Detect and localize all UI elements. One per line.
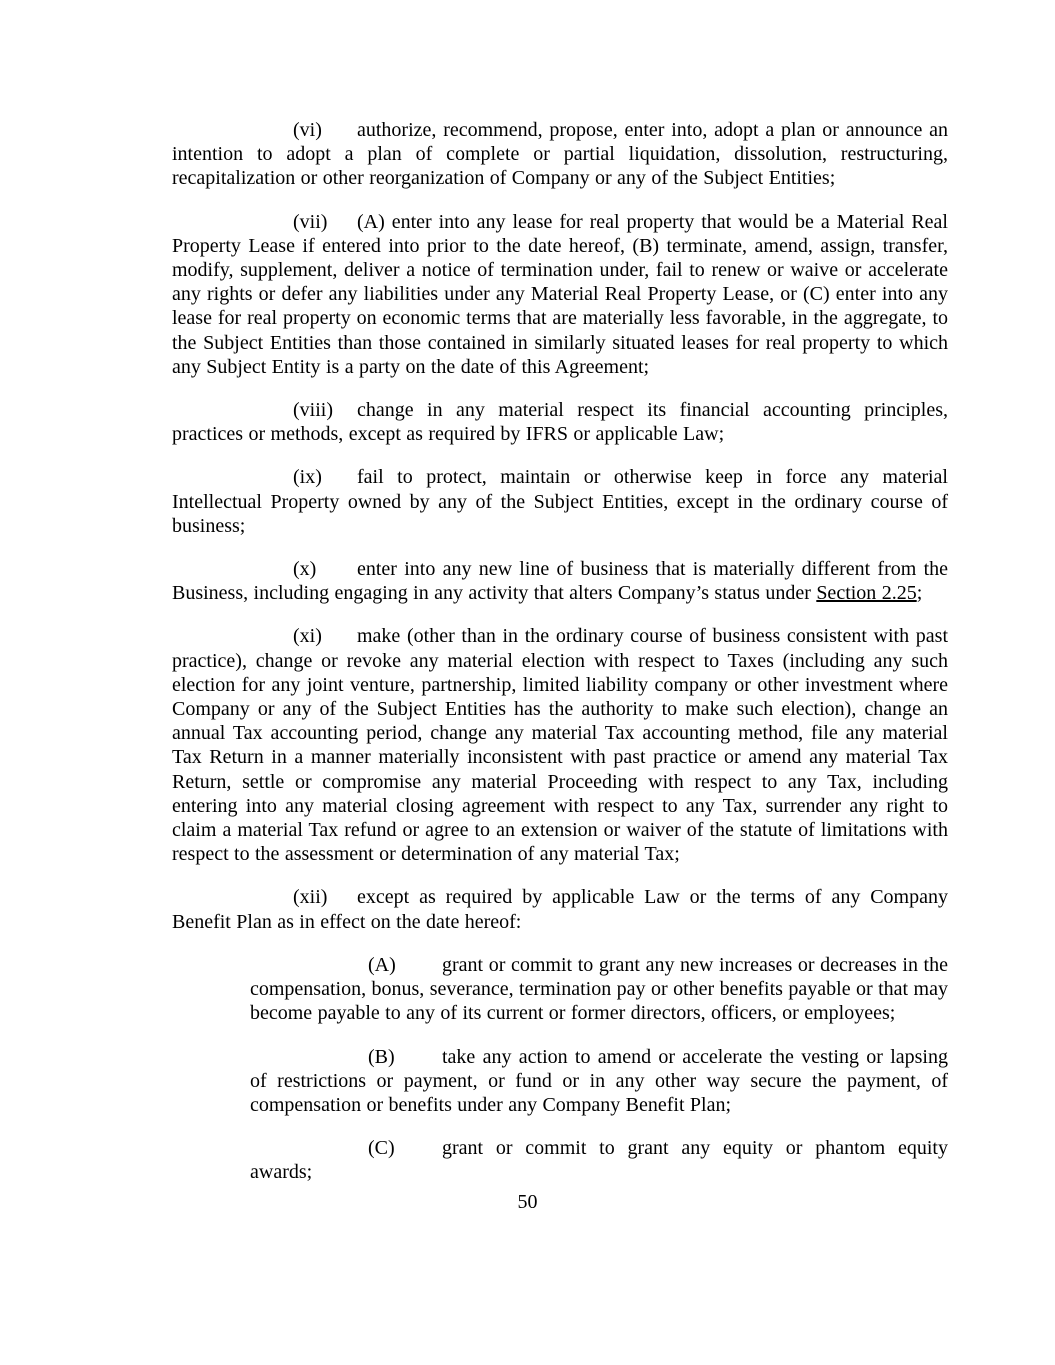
clause-vi <box>172 118 948 191</box>
subclause-b-number: (B) <box>368 1045 395 1068</box>
clause-x <box>172 557 948 605</box>
clause-vii <box>172 210 948 379</box>
clause-xii-text: except as required by applicable Law or the terms of any Company Benefit Plan as in effect on the date hereof: <box>172 886 948 933</box>
clause-ix-text: fail to protect, maintain or otherwise keep in force any material Intellectual Property owned by any of the Subject Entities, except in the ordinary course of business; <box>172 466 948 537</box>
subclause-c <box>250 1136 948 1184</box>
subclause-a <box>250 953 948 1026</box>
page-content <box>172 118 948 1214</box>
subclause-a-text: grant or commit to grant any new increases or decreases in the compensation, bonus, severance, termination pay or other benefits payable or that may become payable to any of its current or former directors, officers, or employees; <box>250 953 948 1025</box>
subclause-b-text: take any action to amend or accelerate the vesting or lapsing of restrictions or payment, or fund or in any other way secure the payment, of compensation or benefits under any Company Benefit Plan; <box>250 1045 948 1116</box>
subclause-c-text: grant or commit to grant any equity or phantom equity awards; <box>250 1137 948 1184</box>
clause-viii-text: change in any material respect its financial accounting principles, practices or methods, except as required by IFRS or applicable Law; <box>172 399 948 446</box>
clause-xi-text: make (other than in the ordinary course of business consistent with past practice), change or revoke any material election with respect to Taxes (including any such election for any joint venture, partnership, limited liability company or other investment where Company or any of the Subject Entities has the authority to make such election), change an annual Tax accounting period, change any material Tax accounting method, file any material Tax Return in a manner materially inconsistent with past practice or amend any material Tax Return, settle or compromise any material Proceeding with respect to any Tax, including entering into any material closing agreement with respect to any Tax, surrender any right to claim a material Tax refund or agree to an extension or waiver of the statute of limitations with respect to the assessment or determination of any material Tax; <box>172 625 948 866</box>
clause-xii <box>172 885 948 933</box>
clause-viii <box>172 398 948 446</box>
clause-xii-number: (xii) <box>293 886 328 909</box>
clause-xi <box>172 624 948 866</box>
clause-ix-number: (ix) <box>293 466 322 489</box>
clause-xi-number: (xi) <box>293 625 322 648</box>
subclause-b <box>250 1045 948 1118</box>
subclause-c-number: (C) <box>368 1137 395 1160</box>
subclause-a-number: (A) <box>368 953 396 976</box>
clause-x-text-after: ; <box>916 582 923 605</box>
clause-vi-number: (vi) <box>293 119 322 141</box>
clause-ix <box>172 465 948 538</box>
clause-x-text: enter into any new line of business that is materially different from the Business, including engaging in any activity that alters Company’s status under <box>172 558 948 605</box>
section-2-25-link[interactable]: Section 2.25 <box>816 582 917 605</box>
page-number: 50 <box>517 1190 538 1213</box>
clause-viii-number: (viii) <box>293 399 333 422</box>
clause-vi-text: authorize, recommend, propose, enter into, adopt a plan or announce an intention to adopt a plan of complete or partial liquidation, dissolution, restructuring, recapitalization or other reorganization of Company or any of the Subject Entities; <box>172 119 948 190</box>
clause-vii-number: (vii) <box>293 210 328 233</box>
clause-x-number: (x) <box>293 558 317 581</box>
clause-vii-text: (A) enter into any lease for real property that would be a Material Real Property Lease if entered into prior to the date hereof, (B) terminate, amend, assign, transfer, modify, supplement, deliver a notice of termination under, fail to renew or waive or accelerate any rights or defer any liabilities under any Material Real Property Lease, or (C) enter into any lease for real property on economic terms that are materially less favorable, in the aggregate, to the Subject Entities than those contained in similarly situated leases for real property to which any Subject Entity is a party on the date of this Agreement; <box>172 210 948 378</box>
